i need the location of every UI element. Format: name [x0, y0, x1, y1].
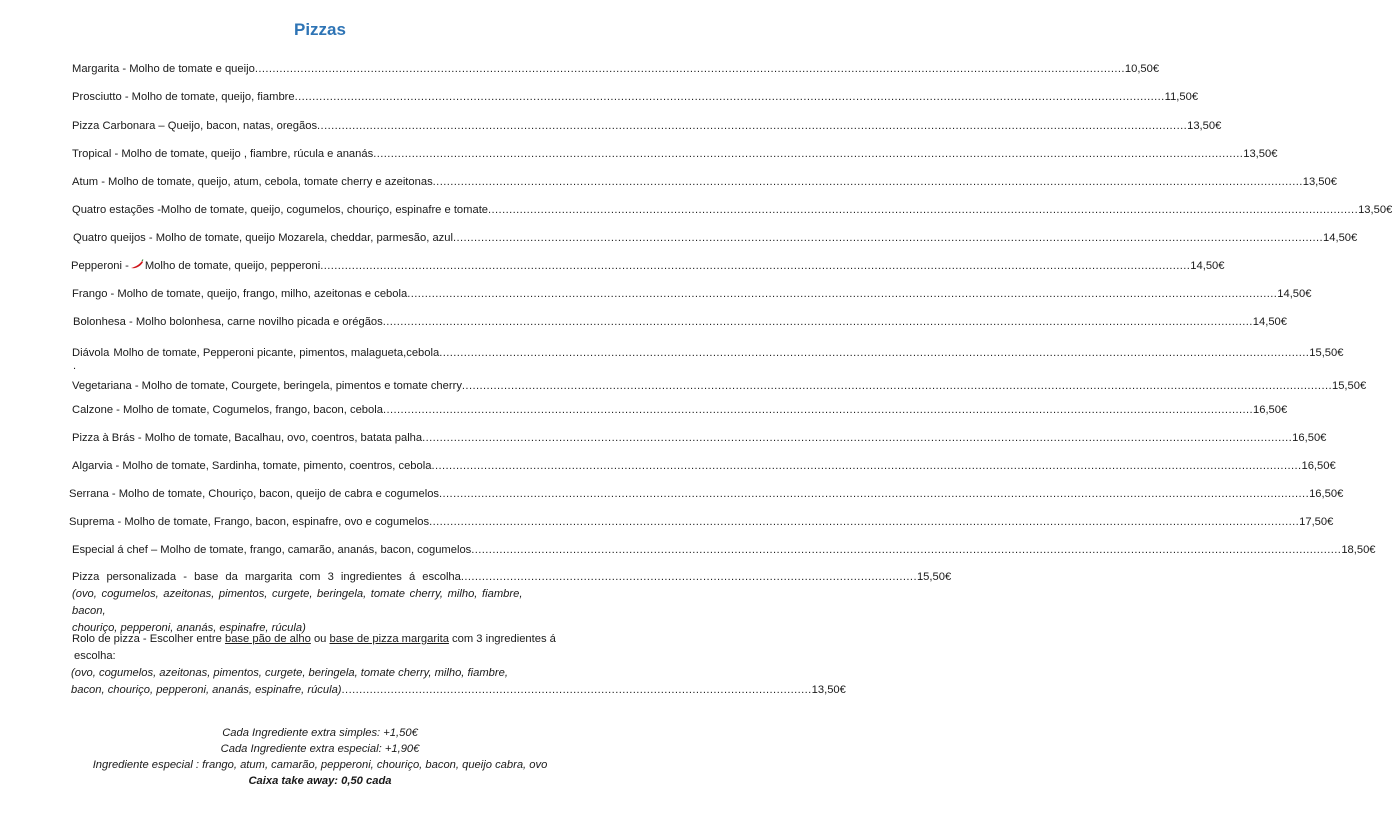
menu-item-prosciutto [72, 90, 1199, 104]
menu-item-diavola [72, 346, 1344, 360]
leader-dots [383, 403, 1253, 417]
rolo-connector: ou [310, 633, 330, 645]
item-description: Quatro queijos - Molho de tomate, queijo Mozarela, cheddar, parmesão, azul [73, 232, 453, 244]
leader-dots [453, 231, 1323, 245]
takeaway-box-fee: Caixa take away: 0,50 cada [248, 775, 392, 787]
menu-item-pepperoni [71, 259, 1225, 273]
menu-item-calzone [72, 403, 1288, 417]
personalizada-ingredients-line-2: chouriço, pepperoni, ananás, espinafre, rúcula) [72, 622, 306, 634]
item-description: Pizza à Brás - Molho de tomate, Bacalhau, ovo, coentros, batata palha [72, 432, 423, 444]
item-price: 17,50€ [1299, 516, 1334, 528]
menu-item-atum [72, 175, 1337, 189]
item-description: Suprema - Molho de tomate, Frango, bacon, espinafre, ovo e cogumelos [69, 516, 430, 528]
leader-dots [422, 431, 1292, 445]
item-description: Vegetariana - Molho de tomate, Courgete, beringela, pimentos e tomate cherry [72, 380, 462, 392]
leader-dots: .................................................................................................................................. [460, 571, 917, 583]
leader-dots [439, 346, 1309, 360]
item-price: 13,50€ [1358, 204, 1392, 216]
chili-pepper-icon [130, 259, 144, 269]
rolo-ingredients-line-1: (ovo, cogumelos, azeitonas, pimentos, curgete, beringela, tomate cherry, milho, fiambre, [71, 667, 508, 679]
leader-dots [471, 543, 1341, 557]
menu-item-quatro-estacoes [72, 203, 1392, 217]
item-description: Especial á chef – Molho de tomate, frango, camarão, ananás, bacon, cogumelos [72, 544, 472, 556]
page-title: Pizzas [294, 20, 346, 39]
extra-simple-price: Cada Ingrediente extra simples: +1,50€ [222, 727, 418, 739]
menu-item-serrana [69, 487, 1344, 501]
menu-item-personalizada [72, 569, 952, 637]
leader-dots [429, 515, 1299, 529]
leader-dots [431, 459, 1301, 473]
rolo-ingredients-line-2: bacon, chouriço, pepperoni, ananás, espinafre, rúcula) [71, 684, 342, 696]
leader-dots [439, 487, 1309, 501]
item-price: 14,50€ [1252, 316, 1287, 328]
menu-item-rolo [71, 631, 846, 699]
extras-footer [0, 725, 640, 789]
menu-item-vegetariana [72, 379, 1367, 393]
item-description: Prosciutto - Molho de tomate, queijo, fiambre [72, 91, 295, 103]
leader-dots [433, 175, 1303, 189]
menu-item-pizza-a-bras [72, 431, 1327, 445]
leader-dots [383, 315, 1253, 329]
leader-dots [488, 203, 1358, 217]
menu-item-frango [72, 287, 1312, 301]
menu-item-tropical [72, 147, 1278, 161]
menu-item-suprema [69, 515, 1334, 529]
rolo-ingredients-line-2-row [71, 682, 846, 699]
menu-item-bolonhesa [73, 315, 1287, 329]
item-description: Tropical - Molho de tomate, queijo , fiambre, rúcula e ananás [72, 148, 374, 160]
menu-item-especial-chef [72, 543, 1376, 557]
item-description: Algarvia - Molho de tomate, Sardinha, tomate, pimento, coentros, cebola [72, 460, 432, 472]
item-description: Margarita - Molho de tomate e queijo [72, 63, 255, 75]
personalizada-ingredients-line-1: (ovo, cogumelos, azeitonas, pimentos, curgete, beringela, tomate cherry, milho, fiambre, bacon, [72, 588, 523, 617]
item-description: Molho de tomate, Pepperoni picante, pimentos, malagueta,cebola [113, 347, 440, 359]
item-price: 16,50€ [1301, 460, 1336, 472]
leader-dots [255, 62, 1125, 76]
item-price: 14,50€ [1277, 288, 1312, 300]
item-price: 18,50€ [1341, 544, 1376, 556]
rolo-suffix: com 3 ingredientes á [448, 633, 556, 645]
item-price: 13,50€ [1243, 148, 1278, 160]
item-price: 10,50€ [1124, 63, 1160, 75]
item-name: Diávola [72, 347, 110, 359]
item-description: Pizza Carbonara – Queijo, bacon, natas, oregãos [72, 120, 318, 132]
item-price: 11,50€ [1164, 91, 1199, 103]
menu-item-margarita [72, 62, 1160, 76]
leader-dots: ...................................................................................................................................... [341, 684, 812, 696]
item-description: Frango - Molho de tomate, queijo, frango, milho, azeitonas e cebola [72, 288, 408, 300]
item-price: 14,50€ [1190, 260, 1225, 272]
leader-dots [295, 90, 1165, 104]
item-price: 15,50€ [1331, 380, 1367, 392]
rolo-option-garlic-bread: base pão de alho [224, 633, 311, 645]
item-price: 13,50€ [1187, 120, 1222, 132]
stray-mark: . [73, 360, 77, 372]
item-description: Atum - Molho de tomate, queijo, atum, cebola, tomate cherry e azeitonas [72, 176, 433, 188]
item-description: Quatro estações -Molho de tomate, queijo, cogumelos, chouriço, espinafre e tomate [72, 204, 489, 216]
leader-dots [407, 287, 1277, 301]
item-price: 16,50€ [1253, 404, 1288, 416]
item-price: 13,50€ [811, 684, 846, 696]
leader-dots [317, 119, 1187, 133]
item-price: 16,50€ [1309, 488, 1344, 500]
item-price: 16,50€ [1292, 432, 1327, 444]
menu-item-carbonara [72, 119, 1222, 133]
menu-item-algarvia [72, 459, 1336, 473]
item-price: 14,50€ [1323, 232, 1358, 244]
item-description: Bolonhesa - Molho bolonhesa, carne novilho picada e orégãos [73, 316, 383, 328]
item-price: 13,50€ [1302, 176, 1337, 188]
item-description: Pizza personalizada - base da margarita com 3 ingredientes á escolha [72, 571, 461, 583]
item-price: 15,50€ [916, 571, 952, 583]
item-description: Calzone - Molho de tomate, Cogumelos, frango, bacon, cebola [72, 404, 383, 416]
leader-dots [373, 147, 1243, 161]
personalizada-main-line [72, 569, 952, 586]
extra-special-price: Cada Ingrediente extra especial: +1,90€ [220, 743, 420, 755]
rolo-option-margarita: base de pizza margarita [329, 633, 449, 645]
item-name: Pepperoni - [71, 260, 129, 272]
menu-item-quatro-queijos [73, 231, 1358, 245]
item-description: Serrana - Molho de tomate, Chouriço, bacon, queijo de cabra e cogumelos [69, 488, 440, 500]
special-ingredients-list: Ingrediente especial : frango, atum, camarão, pepperoni, chouriço, bacon, queijo cabra, ovo [92, 759, 548, 771]
leader-dots [320, 259, 1190, 273]
rolo-line-2: escolha: [74, 650, 116, 662]
rolo-intro: Rolo de pizza - Escolher entre [72, 633, 225, 645]
leader-dots [462, 379, 1332, 393]
rolo-main-line [72, 631, 560, 648]
item-description: Molho de tomate, queijo, pepperoni [144, 260, 321, 272]
item-price: 15,50€ [1309, 347, 1344, 359]
